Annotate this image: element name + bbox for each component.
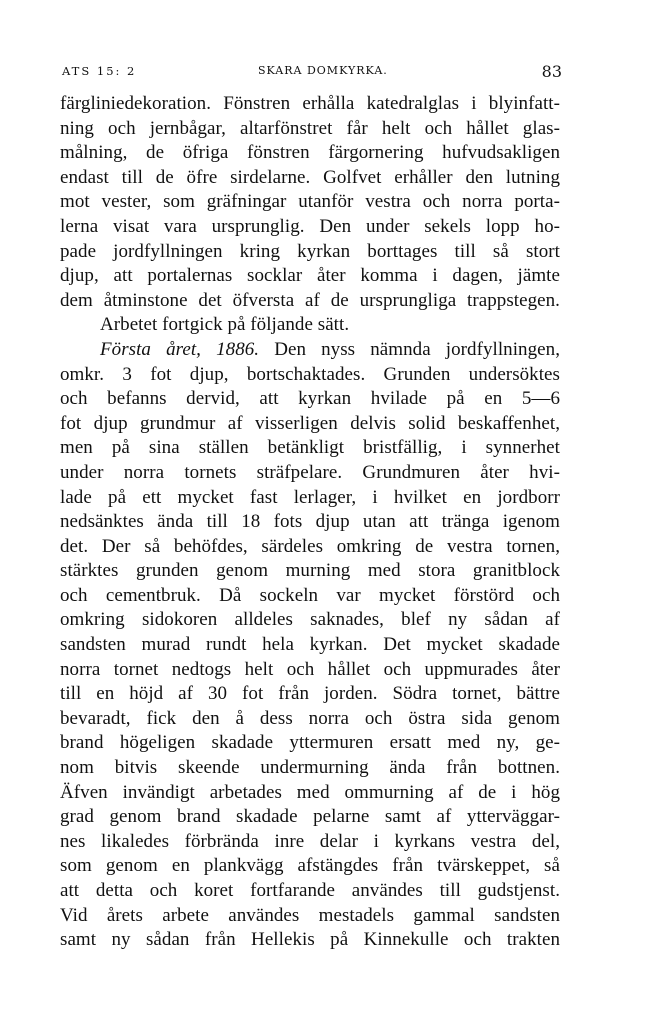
text-line: stärktes grunden genom murning med stora granitblock (60, 560, 560, 582)
text-line: grad genom brand skadade pelarne samt af ytterväggar- (60, 806, 560, 828)
text-line: omkring sidokoren alldeles saknades, blef ny sådan af (60, 609, 560, 631)
text-line: bevaradt, fick den å dess norra och östra sida genom (60, 707, 560, 729)
text-line: men på sina ställen betänkligt bristfällig, i synnerhet (60, 437, 560, 459)
text-line: dem åtminstone det öfversta af de ursprungliga trappstegen. (60, 289, 560, 311)
text-line: nom bitvis skeende undermurning ända från bottnen. (60, 757, 560, 779)
text-line: sandsten murad rundt hela kyrkan. Det mycket skadade (60, 634, 560, 656)
text-line: mot vester, som gräfningar utanför vestra och norra porta- (60, 191, 560, 213)
page-number: 83 (541, 62, 562, 81)
text-line: under norra tornets sträfpelare. Grundmuren åter hvi- (60, 461, 560, 483)
text-line: färgliniedekoration. Fönstren erhålla katedralglas i blyinfatt- (60, 93, 560, 114)
text-line: och befanns dervid, att kyrkan hvilade på en 5—6 (60, 388, 560, 410)
body-text (60, 92, 560, 953)
text-line: lerna visat vara ursprunglig. Den under sekels lopp ho- (60, 215, 560, 237)
text-line: att detta och koret fortfarande användes till gudstjenst. (60, 880, 560, 901)
text-line: till en höjd af 30 fot från jorden. Södra tornet, bättre (60, 683, 560, 705)
text-line: Arbetet fortgick på följande sätt. (100, 314, 350, 336)
series-label: ATS 15: 2 (62, 64, 137, 78)
section-heading: Första året, 1886. (100, 338, 260, 360)
text-line: pade jordfyllningen kring kyrkan borttages till så stort (60, 240, 560, 262)
text-line: ning och jernbågar, altarfönstret får helt och hållet glas- (60, 117, 560, 139)
text-line: omkr. 3 fot djup, bortschaktades. Grunden undersöktes (60, 363, 560, 385)
running-header (62, 64, 562, 80)
text-line: endast till de öfre sirdelarne. Golfvet erhåller den lutning (60, 166, 560, 188)
running-title: SKARA DOMKYRKA. (258, 64, 388, 77)
text-line: Äfven invändigt arbetades med ommurning af de i hög (60, 781, 560, 803)
text-line: djup, att portalernas socklar åter komma i dagen, jämte (60, 265, 560, 287)
text-line: det. Der så behöfdes, särdeles omkring de vestra tornen, (60, 535, 560, 557)
text-line: samt ny sådan från Hellekis på Kinnekulle och trakten (60, 929, 560, 951)
text-line: som genom en plankvägg afstängdes från tvärskeppet, så (60, 855, 560, 877)
text-line: målning, de öfriga fönstren färgornering hufvudsakligen (60, 142, 560, 164)
text-line: Vid årets arbete användes mestadels gammal sandsten (60, 904, 560, 926)
text-span: Den nyss nämnda jordfyllningen, (274, 338, 560, 360)
text-line: fot djup grundmur af visserligen delvis solid beskaffenhet, (60, 412, 560, 434)
text-line (60, 338, 560, 363)
text-line: brand högeligen skadade yttermuren ersatt med ny, ge- (60, 732, 560, 754)
text-line: lade på ett mycket fast lerlager, i hvilket en jordborr (60, 486, 560, 508)
text-line: norra tornet nedtogs helt och hållet och uppmurades åter (60, 658, 560, 680)
text-line: nes likaledes förbrända inre delar i kyrkans vestra del, (60, 830, 560, 852)
text-line: nedsänktes ända till 18 fots djup utan att tränga igenom (60, 511, 560, 533)
text-line: och cementbruk. Då sockeln var mycket förstörd och (60, 584, 560, 606)
